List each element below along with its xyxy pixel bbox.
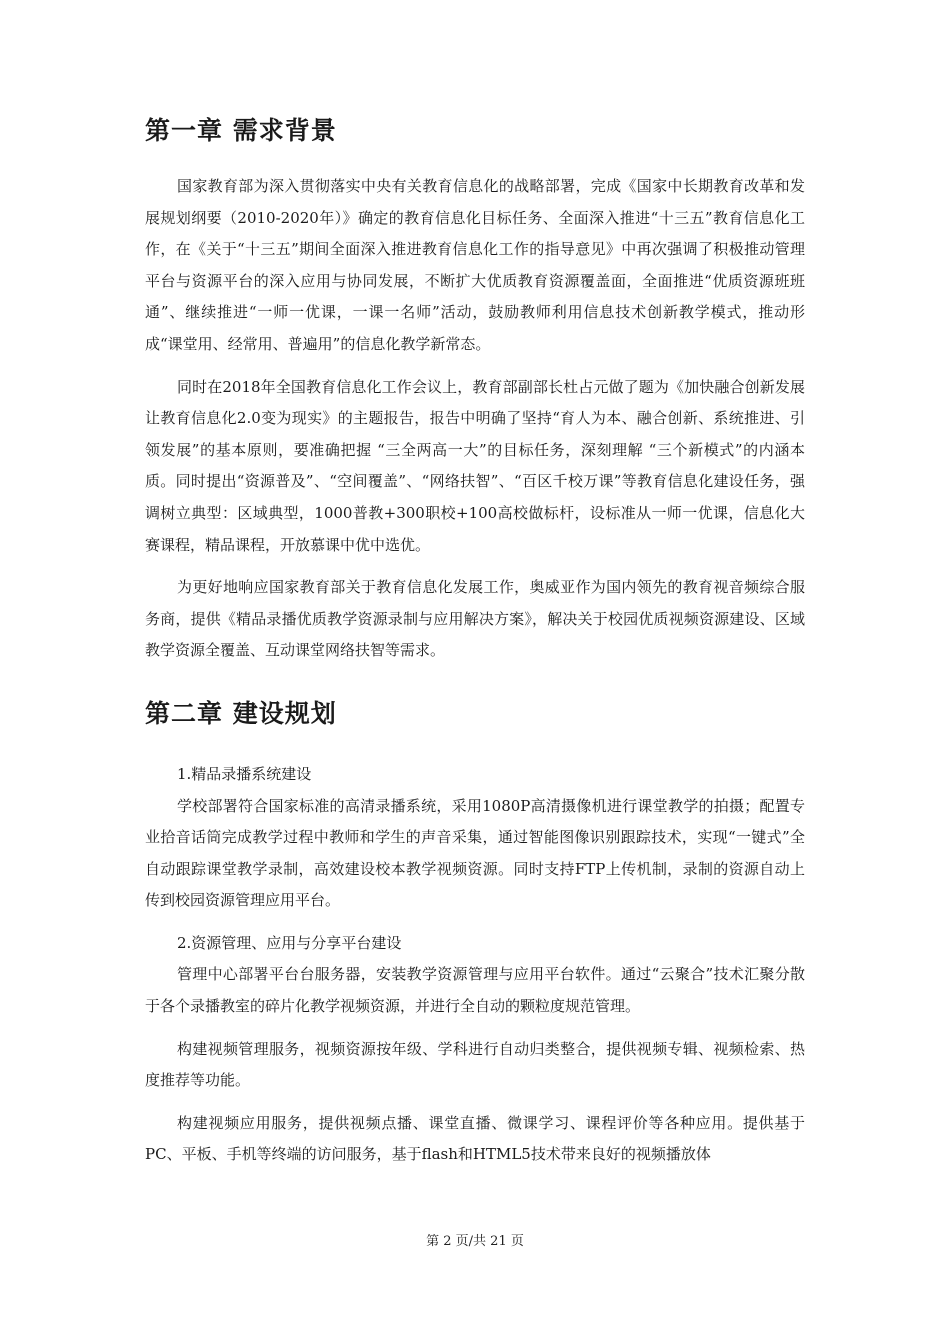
section2-paragraph-2: 构建视频管理服务，视频资源按年级、学科进行自动归类整合，提供视频专辑、视频检索、热度推荐等功能。 (145, 1039, 805, 1090)
section1-paragraph: 学校部署符合国家标准的高清录播系统，采用1080P高清摄像机进行课堂教学的拍摄；配置专业拾音话筒完成教学过程中教师和学生的声音采集，通过智能图像识别跟踪技术，实现“一键式”全自动跟踪课堂教学录制，高效建设校本教学视频资源。同时支持FTP上传机制，录制的资源自动上传到校园资源管理应用平台。 (145, 796, 805, 910)
section2-heading: 2.资源管理、应用与分享平台建设 (177, 933, 402, 952)
section2-paragraph-3: 构建视频应用服务，提供视频点播、课堂直播、微课学习、课程评价等各种应用。提供基于PC、平板、手机等终端的访问服务，基于flash和HTML5技术带来良好的视频播放体 (145, 1113, 805, 1164)
page-footer: 第 2 页/共 21 页 (426, 1234, 524, 1249)
chapter1-paragraph-3: 为更好地响应国家教育部关于教育信息化发展工作，奥威亚作为国内领先的教育视音频综合服务商，提供《精品录播优质教学资源录制与应用解决方案》，解决关于校园优质视频资源建设、区域教学资源全覆盖、互动课堂网络扶智等需求。 (145, 578, 805, 660)
chapter2-title: 第二章 建设规划 (145, 698, 337, 728)
section2-paragraph-1: 管理中心部署平台台服务器，安装教学资源管理与应用平台软件。通过“云聚合”技术汇聚分散于各个录播教室的碎片化教学视频资源，并进行全自动的颗粒度规范管理。 (145, 965, 805, 1016)
chapter1-paragraph-2: 同时在2018年全国教育信息化工作会议上，教育部副部长杜占元做了题为《加快融合创新发展让教育信息化2.0变为现实》的主题报告，报告中明确了坚持“育人为本、融合创新、系统推进、引领发展”的基本原则，要准确把握 “三全两高一大”的目标任务，深刻理解 “三个新模式”的内涵本质。同时提出“资源普及”、“空间覆盖”、“网络扶智”、“百区千校万课”等教育信息化建设任务，强调树立典型：区域典型，1000普教+300职校+100高校做标杆，设标准从一师一优课，信息化大赛课程，精品课程，开放慕课中优中选优。 (145, 377, 805, 554)
chapter1-title: 第一章 需求背景 (145, 116, 337, 145)
section1-heading: 1.精品录播系统建设 (177, 764, 312, 783)
page-content (145, 111, 805, 1171)
chapter1-paragraph-1: 国家教育部为深入贯彻落实中央有关教育信息化的战略部署，完成《国家中长期教育改革和发展规划纲要（2010-2020年）》确定的教育信息化目标任务、全面深入推进“十三五”教育信息化工作，在《关于“十三五”期间全面深入推进教育信息化工作的指导意见》中再次强调了积极推动管理平台与资源平台的深入应用与协同发展，不断扩大优质教育资源覆盖面，全面推进“优质资源班班通”、继续推进“一师一优课，一课一名师”活动，鼓励教师利用信息技术创新教学模式，推动形成“课堂用、经常用、普遍用”的信息化教学新常态。 (145, 177, 805, 353)
